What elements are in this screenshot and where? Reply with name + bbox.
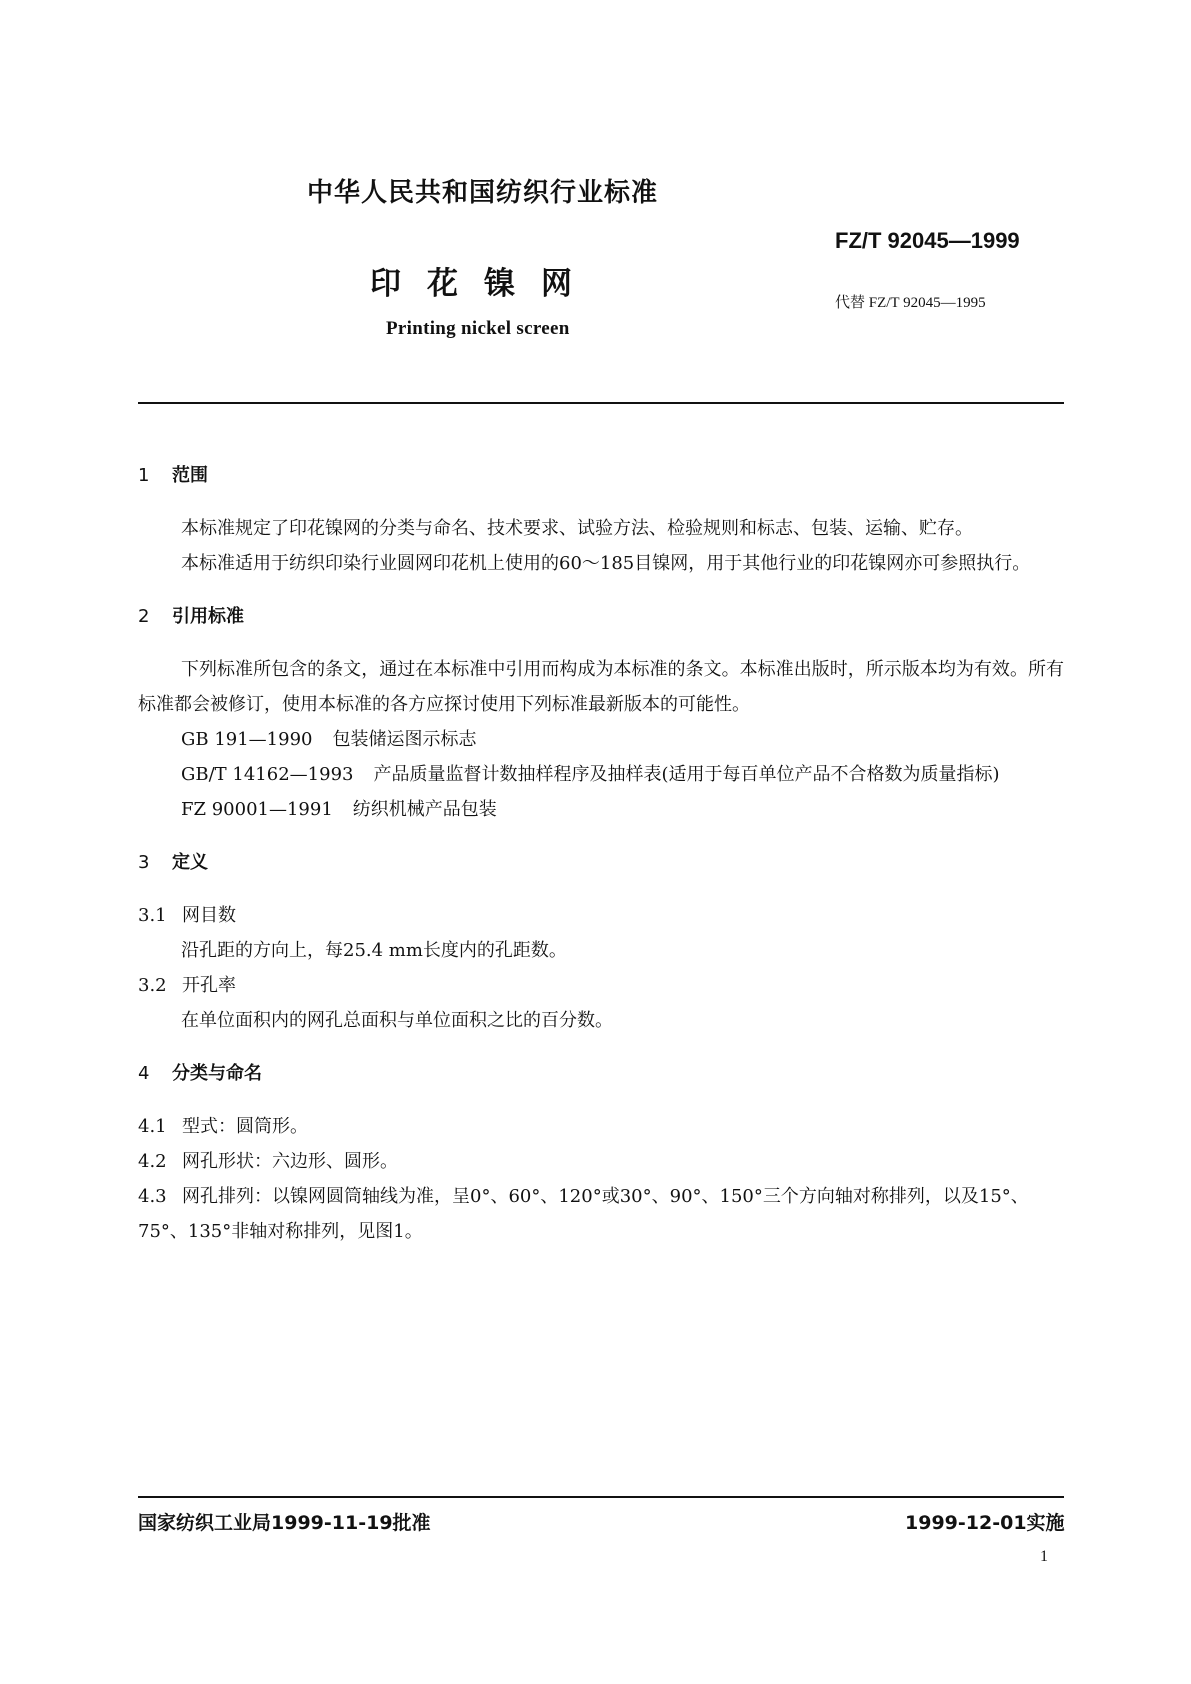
section-heading: 2 引用标准 <box>138 606 244 627</box>
standard-code: FZ/T 92045—1999 <box>835 228 1020 253</box>
english-title: Printing nickel screen <box>386 318 570 339</box>
definition-text: 沿孔距的方向上，每25.4 mm长度内的孔距数。 <box>181 940 567 961</box>
section-classification <box>138 1056 1064 1249</box>
replaces-note: 代替 FZ/T 92045—1995 <box>835 295 986 311</box>
paragraph: 下列标准所包含的条文，通过在本标准中引用而构成为本标准的条文。本标准出版时，所示版本均为有效。所有标准都会被修订，使用本标准的各方应探讨使用下列标准最新版本的可能性。 <box>138 659 1064 715</box>
paragraph: 本标准规定了印花镍网的分类与命名、技术要求、试验方法、检验规则和标志、包装、运输、贮存。 <box>181 518 973 539</box>
footer-divider <box>138 1496 1064 1498</box>
section-heading: 1 范围 <box>138 465 208 486</box>
document-body <box>138 458 1064 1267</box>
definition-term: 3.1 网目数 <box>138 905 236 926</box>
reference-item: FZ 90001—1991 纺织机械产品包装 <box>181 799 497 820</box>
paragraph: 本标准适用于纺织印染行业圆网印花机上使用的60～185目镍网，用于其他行业的印花镍网亦可参照执行。 <box>181 553 1031 574</box>
effective-date: 1999-12-01实施 <box>905 1512 1065 1534</box>
issuer-heading: 中华人民共和国纺织行业标准 <box>307 178 659 208</box>
clause-item: 4.2 网孔形状：六边形、圆形。 <box>138 1151 398 1172</box>
definition-text: 在单位面积内的网孔总面积与单位面积之比的百分数。 <box>181 1010 613 1031</box>
section-heading: 4 分类与命名 <box>138 1063 262 1084</box>
section-definitions <box>138 845 1064 1038</box>
document-title: 印花镍网 <box>370 266 598 302</box>
page-number: 1 <box>1040 1548 1048 1565</box>
header-divider <box>138 402 1064 404</box>
approval-date: 国家纺织工业局1999-11-19批准 <box>138 1512 431 1534</box>
section-heading: 3 定义 <box>138 852 208 873</box>
clause-item: 4.3 网孔排列：以镍网圆筒轴线为准，呈0°、60°、120°或30°、90°、150°三个方向轴对称排列，以及15°、75°、135°非轴对称排列，见图1。 <box>138 1186 1029 1242</box>
definition-term: 3.2 开孔率 <box>138 975 236 996</box>
section-scope <box>138 458 1064 581</box>
reference-item: GB 191—1990 包装储运图示标志 <box>181 729 477 750</box>
clause-item: 4.1 型式：圆筒形。 <box>138 1116 308 1137</box>
section-references <box>138 599 1064 827</box>
reference-item: GB/T 14162—1993 产品质量监督计数抽样程序及抽样表(适用于每百单位产品不合格数为质量指标) <box>181 764 1000 785</box>
